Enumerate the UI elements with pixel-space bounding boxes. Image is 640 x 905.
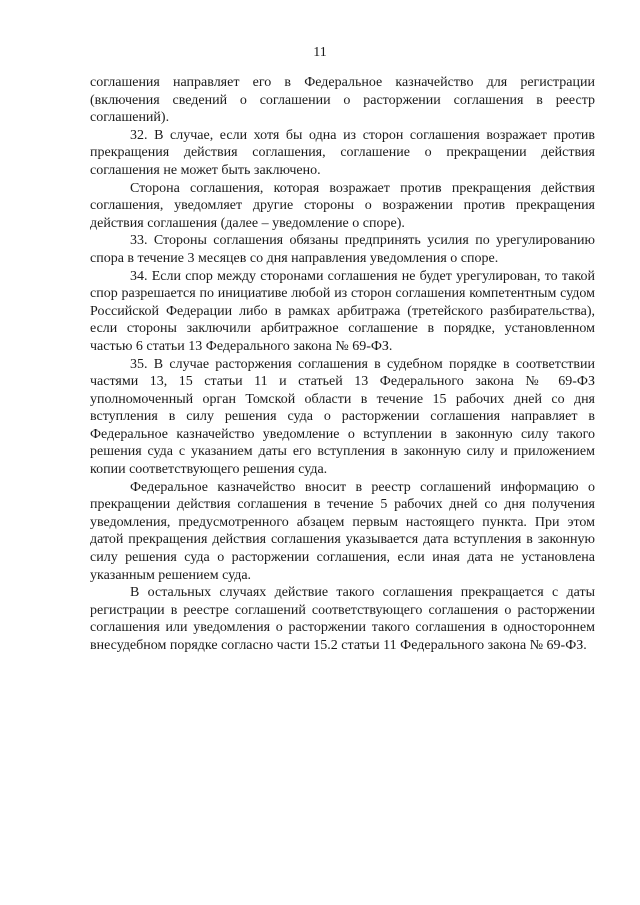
paragraph-continuation: соглашения направляет его в Федеральное казначейство для регистрации (включения сведений о соглашении о расторжении соглашения в реестр соглашений). xyxy=(90,75,595,126)
paragraph-treasury-registry: Федеральное казначейство вносит в реестр соглашений информацию о прекращении действия соглашения в течение 5 рабочих дней со дня получения уведомления, предусмотренного абзацем первым настоящего пункта. При этом датой прекращения действия соглашения указывается дата вступления в законную силу решения суда о расторжении соглашения, если иная дата не установлена указанным решением суда. xyxy=(90,479,595,583)
paragraph-item-33: 33. Стороны соглашения обязаны предпринять усилия по урегулированию спора в течение 3 месяцев со дня направления уведомления о споре. xyxy=(90,233,595,266)
page-number: 11 xyxy=(313,45,327,60)
document-body xyxy=(90,74,595,655)
paragraph-item-35: 35. В случае расторжения соглашения в судебном порядке в соответствии частями 13, 15 статьи 11 и статьей 13 Федерального закона № 69-ФЗ уполномоченный орган Томской области в течение 15 рабочих дней со дня вступления в силу решения суда о расторжении соглашения направляет в Федеральное казначейство уведомление о вступлении в законную силу такого решения суда с указанием даты его вступления в законную силу и приложением копии соответствующего решения суда. xyxy=(90,356,595,478)
paragraph-dispute-notice: Сторона соглашения, которая возражает против прекращения действия соглашения, уведомляет другие стороны о возражении против прекращения действия соглашения (далее – уведомление о споре). xyxy=(90,180,595,231)
paragraph-other-cases: В остальных случаях действие такого соглашения прекращается с даты регистрации в реестре соглашений соответствующего соглашения о расторжении соглашения или уведомления о расторжении такого соглашения в одностороннем внесудебном порядке согласно части 15.2 статьи 11 Федерального закона № 69-ФЗ. xyxy=(90,585,595,653)
paragraph-item-34: 34. Если спор между сторонами соглашения не будет урегулирован, то такой спор разрешается по инициативе любой из сторон соглашения компетентным судом Российской Федерации либо в рамках арбитража (третейского разбирательства), если стороны заключили арбитражное соглашение в порядке, установленном частью 6 статьи 13 Федерального закона № 69-ФЗ. xyxy=(90,268,595,354)
paragraph-item-32: 32. В случае, если хотя бы одна из сторон соглашения возражает против прекращения действия соглашения, соглашение о прекращении действия соглашения не может быть заключено. xyxy=(90,127,595,178)
